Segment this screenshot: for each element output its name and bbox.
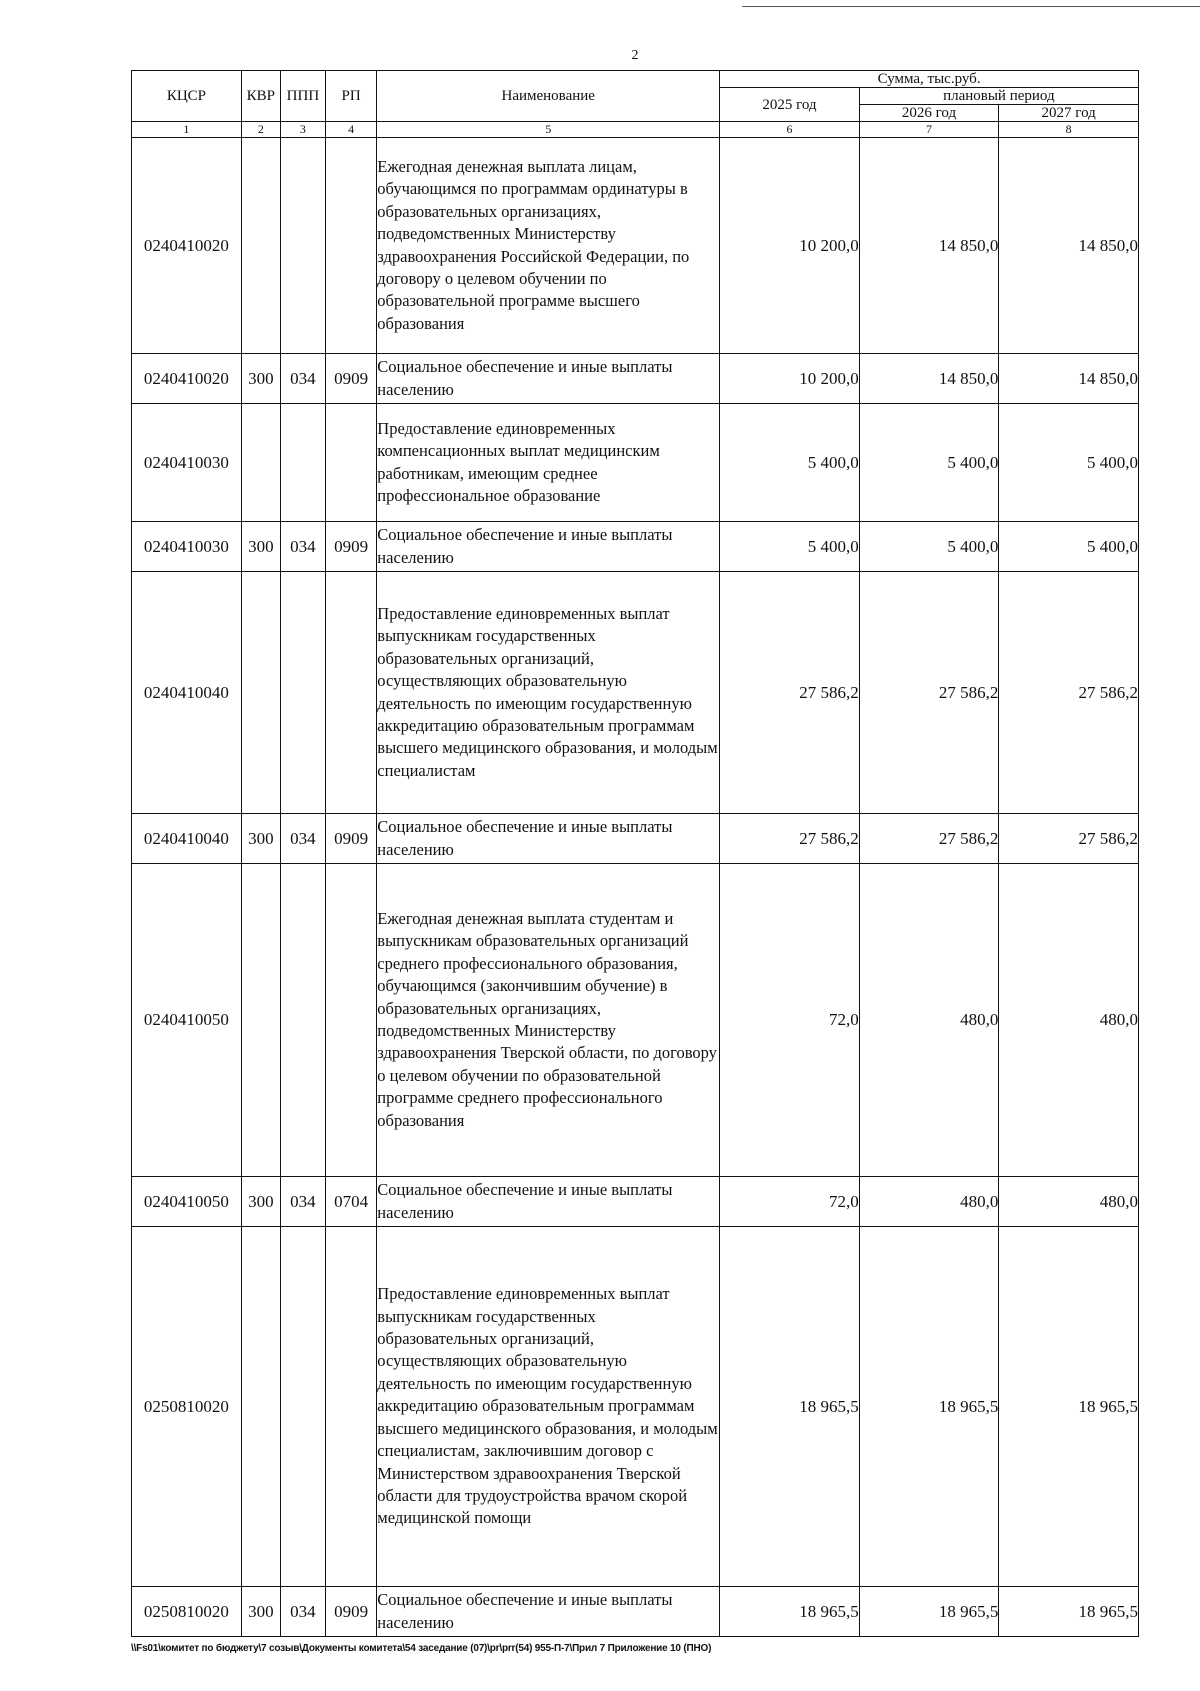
amount-2027-cell: 18 965,5 (999, 1227, 1139, 1587)
amount-2025-cell: 10 200,0 (720, 138, 860, 354)
header-kvr: КВР (241, 71, 280, 122)
amount-2027-cell: 480,0 (999, 1177, 1139, 1227)
amount-2026-cell: 5 400,0 (859, 522, 999, 572)
table-row (132, 522, 1139, 572)
amount-2025-cell: 18 965,5 (720, 1227, 860, 1587)
column-number: 8 (999, 122, 1139, 138)
amount-2027-cell: 5 400,0 (999, 404, 1139, 522)
header-name: Наименование (377, 71, 720, 122)
amount-2025-cell: 72,0 (720, 864, 860, 1177)
amount-2025-cell: 27 586,2 (720, 814, 860, 864)
kvr-cell (241, 864, 280, 1177)
amount-2026-cell: 27 586,2 (859, 814, 999, 864)
name-cell: Социальное обеспечение и иные выплаты населению (377, 1177, 720, 1227)
amount-2027-cell: 480,0 (999, 864, 1139, 1177)
kcsr-cell: 0240410040 (132, 572, 242, 814)
name-cell: Социальное обеспечение и иные выплаты населению (377, 354, 720, 404)
header-sum: Сумма, тыс.руб. (720, 71, 1139, 88)
header-ppp: ППП (280, 71, 325, 122)
kvr-cell: 300 (241, 354, 280, 404)
kvr-cell: 300 (241, 522, 280, 572)
header-year-2025: 2025 год (720, 88, 860, 122)
table-row (132, 814, 1139, 864)
amount-2026-cell: 480,0 (859, 864, 999, 1177)
top-rule (742, 6, 1200, 7)
amount-2026-cell: 14 850,0 (859, 354, 999, 404)
header-year-2027: 2027 год (999, 105, 1139, 122)
amount-2026-cell: 480,0 (859, 1177, 999, 1227)
amount-2027-cell: 14 850,0 (999, 354, 1139, 404)
rp-cell (325, 404, 376, 522)
ppp-cell (280, 572, 325, 814)
ppp-cell: 034 (280, 814, 325, 864)
kcsr-cell: 0240410050 (132, 1177, 242, 1227)
ppp-cell: 034 (280, 1587, 325, 1637)
rp-cell (325, 572, 376, 814)
name-cell: Социальное обеспечение и иные выплаты населению (377, 814, 720, 864)
kvr-cell: 300 (241, 814, 280, 864)
kvr-cell (241, 1227, 280, 1587)
column-number: 5 (377, 122, 720, 138)
kcsr-cell: 0240410030 (132, 404, 242, 522)
kcsr-cell: 0240410030 (132, 522, 242, 572)
column-number: 7 (859, 122, 999, 138)
name-cell: Социальное обеспечение и иные выплаты населению (377, 1587, 720, 1637)
amount-2027-cell: 14 850,0 (999, 138, 1139, 354)
table-row (132, 1227, 1139, 1587)
name-cell: Предоставление единовременных выплат выпускникам государственных образовательных организаций, осуществляющих образовательную деятельность по имеющим государственную аккредитацию образовательным программам высшего медицинского образования, и молодым специалистам (377, 572, 720, 814)
kvr-cell (241, 572, 280, 814)
header-rp: РП (325, 71, 376, 122)
amount-2025-cell: 10 200,0 (720, 354, 860, 404)
rp-cell (325, 1227, 376, 1587)
rp-cell (325, 138, 376, 354)
header-planned-period: плановый период (859, 88, 1138, 105)
amount-2025-cell: 5 400,0 (720, 522, 860, 572)
amount-2027-cell: 5 400,0 (999, 522, 1139, 572)
kcsr-cell: 0240410050 (132, 864, 242, 1177)
kcsr-cell: 0250810020 (132, 1587, 242, 1637)
rp-cell: 0909 (325, 354, 376, 404)
amount-2027-cell: 18 965,5 (999, 1587, 1139, 1637)
name-cell: Ежегодная денежная выплата лицам, обучающимся по программам ординатуры в образовательных организациях, подведомственных Министерству здравоохранения Российской Федерации, по договору о целевом обучении по образовательной программе высшего образования (377, 138, 720, 354)
name-cell: Ежегодная денежная выплата студентам и выпускникам образовательных организаций среднего профессионального образования, обучающимся (закончившим обучение) в образовательных организациях, подведомственных Министерству здравоохранения Тверской области, по договору о целевом обучении по образовательной программе среднего профессионального образования (377, 864, 720, 1177)
ppp-cell (280, 864, 325, 1177)
table-row (132, 864, 1139, 1177)
table-row (132, 404, 1139, 522)
amount-2025-cell: 27 586,2 (720, 572, 860, 814)
table-row (132, 138, 1139, 354)
table-row (132, 354, 1139, 404)
table-row (132, 1177, 1139, 1227)
name-cell: Социальное обеспечение и иные выплаты населению (377, 522, 720, 572)
column-number: 4 (325, 122, 376, 138)
ppp-cell (280, 1227, 325, 1587)
ppp-cell: 034 (280, 354, 325, 404)
kcsr-cell: 0240410020 (132, 354, 242, 404)
ppp-cell: 034 (280, 1177, 325, 1227)
kcsr-cell: 0250810020 (132, 1227, 242, 1587)
footer-file-path: \\Fs01\комитет по бюджету\7 созыв\Документы комитета\54 заседание (07)\pr\prr(54) 955-П-7\Прил 7 Приложение 10 (ПНО) (131, 1643, 712, 1654)
column-number: 6 (720, 122, 860, 138)
column-number: 2 (241, 122, 280, 138)
kvr-cell (241, 404, 280, 522)
amount-2026-cell: 27 586,2 (859, 572, 999, 814)
name-cell: Предоставление единовременных компенсационных выплат медицинским работникам, имеющим среднее профессиональное образование (377, 404, 720, 522)
rp-cell: 0909 (325, 522, 376, 572)
column-number: 3 (280, 122, 325, 138)
amount-2026-cell: 18 965,5 (859, 1227, 999, 1587)
amount-2025-cell: 18 965,5 (720, 1587, 860, 1637)
kvr-cell (241, 138, 280, 354)
rp-cell: 0704 (325, 1177, 376, 1227)
name-cell: Предоставление единовременных выплат выпускникам государственных образовательных организаций, осуществляющих образовательную деятельность по имеющим государственную аккредитацию образовательным программам высшего медицинского образования, и молодым специалистам, заключившим договор с Министерством здравоохранения Тверской области для трудоустройства врачом скорой медицинской помощи (377, 1227, 720, 1587)
column-number: 1 (132, 122, 242, 138)
ppp-cell (280, 404, 325, 522)
kcsr-cell: 0240410020 (132, 138, 242, 354)
rp-cell (325, 864, 376, 1177)
amount-2025-cell: 5 400,0 (720, 404, 860, 522)
amount-2027-cell: 27 586,2 (999, 814, 1139, 864)
table-row (132, 1587, 1139, 1637)
kvr-cell: 300 (241, 1587, 280, 1637)
page-number: 2 (631, 48, 639, 63)
kcsr-cell: 0240410040 (132, 814, 242, 864)
rp-cell: 0909 (325, 814, 376, 864)
header-kcsr: КЦСР (132, 71, 242, 122)
header-year-2026: 2026 год (859, 105, 999, 122)
table-row (132, 572, 1139, 814)
rp-cell: 0909 (325, 1587, 376, 1637)
ppp-cell (280, 138, 325, 354)
amount-2026-cell: 5 400,0 (859, 404, 999, 522)
amount-2025-cell: 72,0 (720, 1177, 860, 1227)
amount-2026-cell: 18 965,5 (859, 1587, 999, 1637)
amount-2027-cell: 27 586,2 (999, 572, 1139, 814)
ppp-cell: 034 (280, 522, 325, 572)
amount-2026-cell: 14 850,0 (859, 138, 999, 354)
budget-table (131, 70, 1139, 1637)
kvr-cell: 300 (241, 1177, 280, 1227)
